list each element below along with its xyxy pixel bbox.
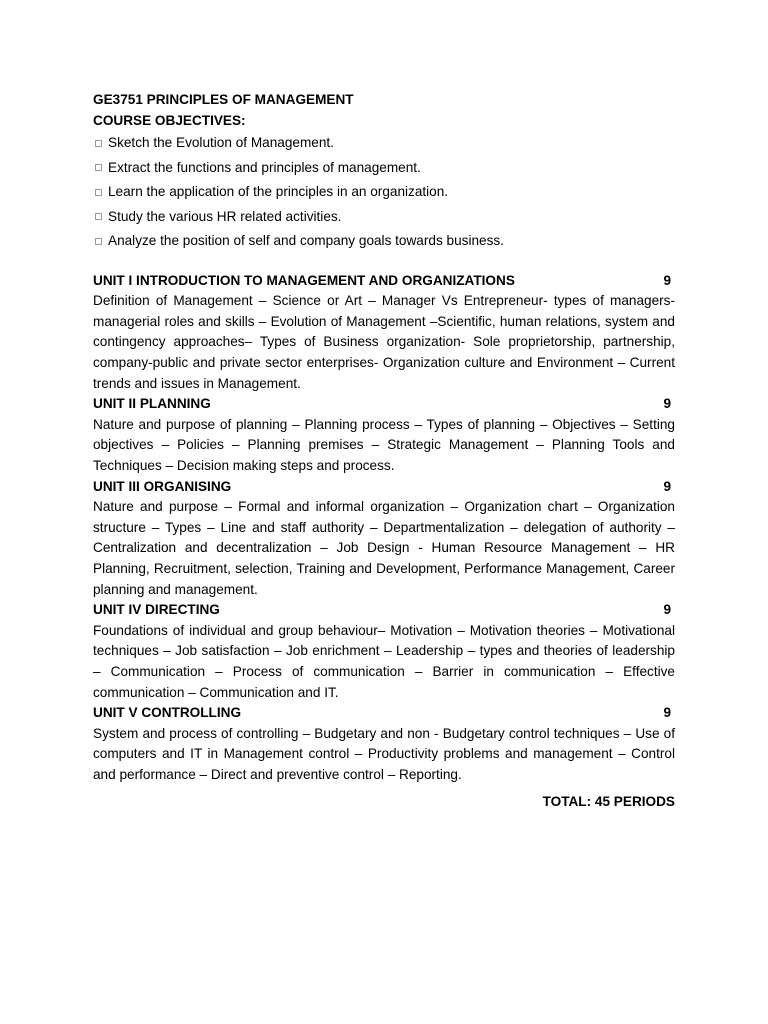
total-periods: TOTAL: 45 PERIODS (542, 793, 675, 809)
objective-item (93, 205, 675, 230)
unit-title: UNIT IV DIRECTING (93, 602, 220, 618)
unit-heading (93, 271, 675, 292)
document-title: GE3751 PRINCIPLES OF MANAGEMENT (93, 92, 354, 107)
objective-text: Analyze the position of self and company goals towards business. (108, 233, 504, 249)
objective-item (93, 180, 675, 205)
syllabus-page (93, 90, 675, 812)
unit-title: UNIT II PLANNING (93, 396, 211, 412)
unit-hours: 9 (663, 272, 671, 288)
unit-hours: 9 (663, 396, 671, 412)
section-spacer (93, 254, 675, 271)
checkbox-icon (95, 238, 102, 245)
unit-hours: 9 (663, 478, 671, 494)
unit-3 (93, 477, 675, 601)
checkbox-icon (95, 189, 102, 196)
unit-heading (93, 703, 675, 724)
objective-item (93, 156, 675, 181)
unit-body: Nature and purpose – Formal and informal organization – Organization chart – Organization structure – Types – Line and staff authority – Departmentalization – delegation of authority – Centralization and decentralization – Job Design - Human Resource Management – HR Planning, Recruitment, selection, Training and Development, Performance Management, Career planning and management. (93, 499, 675, 597)
unit-heading (93, 600, 675, 621)
objective-text: Extract the functions and principles of management. (108, 159, 421, 175)
objective-text: Sketch the Evolution of Management. (108, 135, 334, 151)
unit-body: Nature and purpose of planning – Planning process – Types of planning – Objectives – Setting objectives – Policies – Planning premises – Strategic Management – Planning Tools and Techniques – Decision making steps and process. (93, 416, 675, 474)
checkbox-icon (95, 164, 102, 171)
unit-title: UNIT V CONTROLLING (93, 705, 242, 721)
objectives-list (93, 131, 675, 254)
objective-text: Study the various HR related activities. (108, 208, 342, 224)
checkbox-icon (95, 140, 102, 147)
unit-hours: 9 (663, 602, 671, 618)
unit-heading (93, 394, 675, 415)
unit-body: Foundations of individual and group behaviour– Motivation – Motivation theories – Motivational techniques – Job satisfaction – Job enrichment – Leadership – types and theories of leadership – Communication – Process of communication – Barrier in communication – Effective communication – Communication and IT. (93, 622, 675, 700)
objective-item (93, 229, 675, 254)
unit-4 (93, 600, 675, 703)
checkbox-icon (95, 213, 102, 220)
objective-item (93, 131, 675, 156)
objective-text: Learn the application of the principles in an organization. (108, 184, 449, 200)
unit-5 (93, 703, 675, 785)
objectives-heading: COURSE OBJECTIVES: (93, 112, 246, 128)
unit-hours: 9 (663, 705, 671, 721)
unit-1 (93, 271, 675, 395)
unit-heading (93, 477, 675, 498)
unit-2 (93, 394, 675, 476)
unit-title: UNIT III ORGANISING (93, 478, 232, 494)
unit-body: Definition of Management – Science or Art – Manager Vs Entrepreneur- types of managers-managerial roles and skills – Evolution of Management –Scientific, human relations, system and contingency approaches– Types of Business organization- Sole proprietorship, partnership, company-public and private sector enterprises- Organization culture and Environment – Current trends and issues in Management. (93, 293, 675, 391)
unit-title: UNIT I INTRODUCTION TO MANAGEMENT AND ORGANIZATIONS (93, 272, 515, 288)
unit-body: System and process of controlling – Budgetary and non - Budgetary control techniques – Use of computers and IT in Management control – Productivity problems and management – Control and performance – Direct and preventive control – Reporting. (93, 725, 675, 782)
